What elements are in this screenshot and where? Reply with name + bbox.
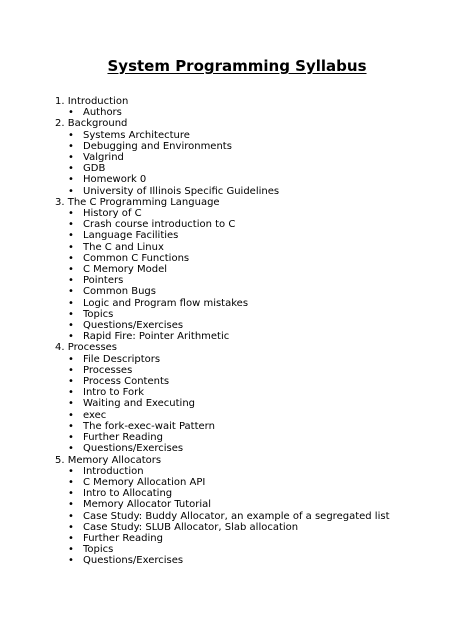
topic-label: Further Reading: [83, 432, 163, 444]
bullet-icon: •: [68, 376, 74, 388]
topic-list-item: [55, 208, 465, 219]
topic-label: Logic and Program flow mistakes: [83, 297, 249, 309]
topic-list-item: [55, 410, 465, 421]
topic-label: Rapid Fire: Pointer Arithmetic: [83, 331, 230, 343]
topic-list-item: [55, 186, 465, 197]
topic-label: File Descriptors: [83, 353, 161, 365]
bullet-icon: •: [68, 510, 74, 522]
topic-label: Systems Architecture: [83, 129, 190, 141]
topic-list-item: [55, 163, 465, 174]
bullet-icon: •: [68, 331, 74, 343]
syllabus-section: [55, 197, 465, 343]
topic-list-item: [55, 286, 465, 297]
bullet-icon: •: [68, 398, 74, 410]
topic-label: Processes: [83, 364, 133, 376]
topic-list-item: [55, 253, 465, 264]
syllabus-section: [55, 96, 465, 118]
topic-list-item: [55, 152, 465, 163]
bullet-icon: •: [68, 140, 74, 152]
topic-label: Crash course introduction to C: [83, 219, 236, 231]
topic-label: Case Study: Buddy Allocator, an example of a segregated list: [83, 510, 390, 522]
topic-label: Case Study: SLUB Allocator, Slab allocation: [83, 521, 299, 533]
section-topic-list: [55, 354, 465, 455]
syllabus-section: [55, 342, 465, 454]
topic-list-item: [55, 421, 465, 432]
topic-label: Debugging and Environments: [83, 140, 232, 152]
topic-list-item: [55, 264, 465, 275]
topic-label: Waiting and Executing: [83, 398, 196, 410]
section-heading: 3. The C Programming Language: [55, 196, 220, 208]
topic-list-item: [55, 174, 465, 185]
topic-list-item: [55, 555, 465, 566]
section-topic-list: [55, 130, 465, 197]
section-heading: 4. Processes: [55, 342, 118, 354]
bullet-icon: •: [68, 174, 74, 186]
topic-list-item: [55, 298, 465, 309]
topic-list-item: [55, 242, 465, 253]
topic-label: Authors: [83, 107, 122, 119]
topic-label: Homework 0: [83, 174, 147, 186]
topic-list-item: [55, 432, 465, 443]
topic-label: Language Facilities: [83, 230, 179, 242]
topic-label: Valgrind: [83, 152, 124, 164]
bullet-icon: •: [68, 308, 74, 320]
topic-list-item: [55, 365, 465, 376]
topic-label: C Memory Allocation API: [83, 476, 206, 488]
section-heading: 1. Introduction: [55, 96, 129, 107]
topic-label: Topics: [83, 544, 114, 556]
bullet-icon: •: [68, 521, 74, 533]
topic-list-item: [55, 275, 465, 286]
topic-label: Common Bugs: [83, 286, 156, 298]
bullet-icon: •: [68, 252, 74, 264]
topic-list-item: [55, 443, 465, 454]
bullet-icon: •: [68, 129, 74, 141]
topic-list-item: [55, 533, 465, 544]
topic-label: exec: [83, 409, 107, 421]
section-heading: 5. Memory Allocators: [55, 454, 162, 466]
bullet-icon: •: [68, 432, 74, 444]
syllabus-section: [55, 455, 465, 567]
topic-list-item: [55, 522, 465, 533]
topic-label: Introduction: [83, 465, 144, 477]
topic-list-item: [55, 488, 465, 499]
topic-label: Topics: [83, 308, 114, 320]
bullet-icon: •: [68, 275, 74, 287]
topic-label: Memory Allocator Tutorial: [83, 499, 212, 511]
section-topic-list: [55, 107, 465, 118]
bullet-icon: •: [68, 409, 74, 421]
bullet-icon: •: [68, 387, 74, 399]
syllabus-section: [55, 118, 465, 196]
bullet-icon: •: [68, 163, 74, 175]
topic-label: GDB: [83, 163, 106, 175]
bullet-icon: •: [68, 364, 74, 376]
bullet-icon: •: [68, 241, 74, 253]
bullet-icon: •: [68, 499, 74, 511]
topic-list-item: [55, 354, 465, 365]
bullet-icon: •: [68, 532, 74, 544]
syllabus-outline: [55, 96, 465, 567]
bullet-icon: •: [68, 208, 74, 220]
bullet-icon: •: [68, 286, 74, 298]
topic-label: Intro to Allocating: [83, 488, 173, 500]
bullet-icon: •: [68, 443, 74, 455]
topic-label: Intro to Fork: [83, 387, 145, 399]
topic-list-item: [55, 466, 465, 477]
topic-label: Further Reading: [83, 532, 163, 544]
topic-label: University of Illinois Specific Guidelines: [83, 185, 280, 197]
topic-label: The C and Linux: [83, 241, 164, 253]
bullet-icon: •: [68, 320, 74, 332]
topic-label: Process Contents: [83, 376, 170, 388]
topic-list-item: [55, 511, 465, 522]
bullet-icon: •: [68, 152, 74, 164]
page-title: System Programming Syllabus: [107, 57, 367, 75]
topic-list-item: [55, 477, 465, 488]
topic-list-item: [55, 499, 465, 510]
bullet-icon: •: [68, 230, 74, 242]
topic-label: Pointers: [83, 275, 124, 287]
topic-list-item: [55, 130, 465, 141]
bullet-icon: •: [68, 264, 74, 276]
topic-list-item: [55, 320, 465, 331]
bullet-icon: •: [68, 420, 74, 432]
bullet-icon: •: [68, 465, 74, 477]
topic-list-item: [55, 107, 465, 118]
topic-list-item: [55, 331, 465, 342]
bullet-icon: •: [68, 544, 74, 556]
bullet-icon: •: [68, 476, 74, 488]
topic-label: Questions/Exercises: [83, 555, 184, 567]
topic-label: Common C Functions: [83, 252, 190, 264]
bullet-icon: •: [68, 107, 74, 119]
bullet-icon: •: [68, 219, 74, 231]
topic-label: The fork-exec-wait Pattern: [83, 420, 215, 432]
topic-label: Questions/Exercises: [83, 443, 184, 455]
topic-list-item: [55, 398, 465, 409]
bullet-icon: •: [68, 297, 74, 309]
topic-label: Questions/Exercises: [83, 320, 184, 332]
section-topic-list: [55, 466, 465, 567]
topic-list-item: [55, 544, 465, 555]
topic-label: C Memory Model: [83, 264, 168, 276]
bullet-icon: •: [68, 488, 74, 500]
bullet-icon: •: [68, 353, 74, 365]
topic-list-item: [55, 141, 465, 152]
topic-list-item: [55, 230, 465, 241]
topic-list-item: [55, 219, 465, 230]
topic-list-item: [55, 309, 465, 320]
topic-list-item: [55, 387, 465, 398]
bullet-icon: •: [68, 185, 74, 197]
topic-label: History of C: [83, 208, 142, 220]
bullet-icon: •: [68, 555, 74, 567]
section-heading: 2. Background: [55, 118, 128, 130]
topic-list-item: [55, 376, 465, 387]
section-topic-list: [55, 208, 465, 342]
